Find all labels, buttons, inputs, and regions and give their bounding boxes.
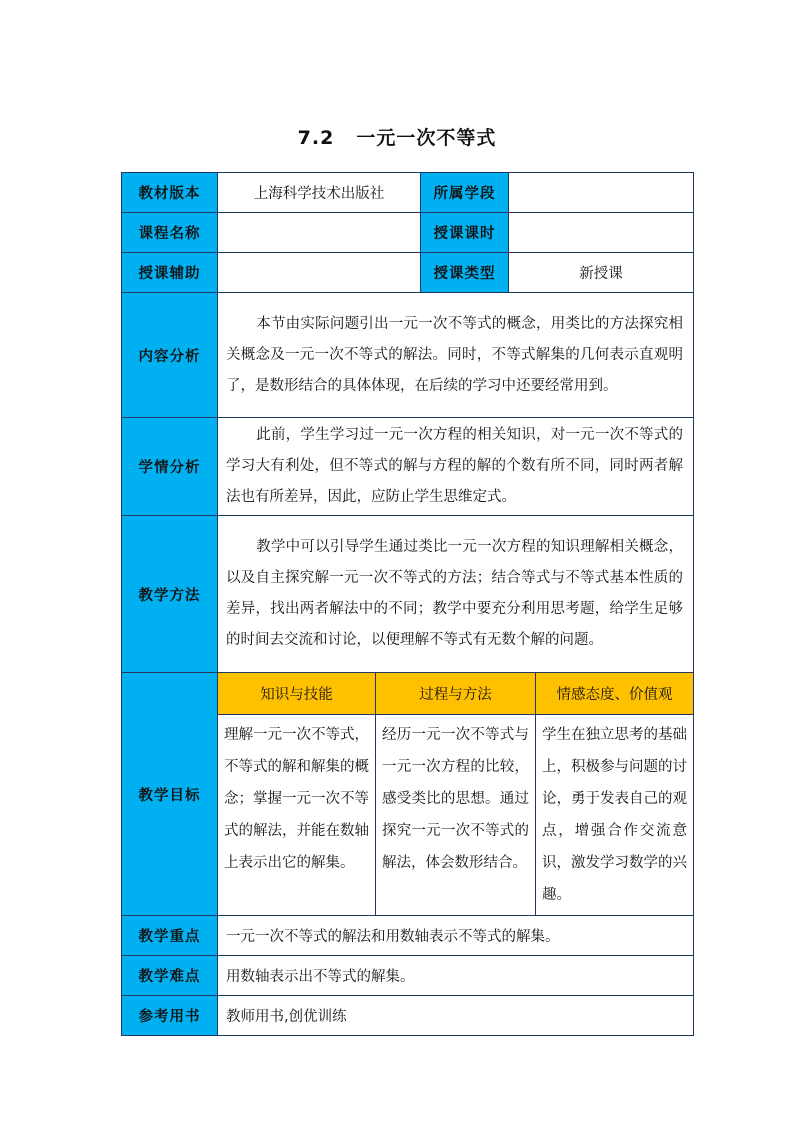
section-number: 7.2 bbox=[297, 127, 335, 149]
goal-header-process: 过程与方法 bbox=[376, 673, 536, 715]
difficulty-text: 用数轴表示出不等式的解集。 bbox=[218, 956, 694, 996]
course-value bbox=[218, 213, 421, 253]
teaching-method-text: 教学中可以引导学生通过类比一元一次方程的知识理解相关概念，以及自主探究解一元一次不等式的方法；结合等式与不等式基本性质的差异，找出两者解法中的不同；教学中要充分利用思考题，给学生足够的时间去交流和讨论，以便理解不等式有无数个解的问题。 bbox=[218, 516, 694, 673]
goal-process-text: 经历一元一次不等式与一元一次方程的比较，感受类比的思想。通过探究一元一次不等式的解法，体会数形结合。 bbox=[376, 715, 536, 916]
edition-value: 上海科学技术出版社 bbox=[218, 173, 421, 213]
course-label: 课程名称 bbox=[122, 213, 218, 253]
key-label: 教学重点 bbox=[122, 916, 218, 956]
hours-label: 授课课时 bbox=[421, 213, 509, 253]
goal-attitude-text: 学生在独立思考的基础上，积极参与问题的讨论，勇于发表自己的观点，增强合作交流意识，激发学习数学的兴趣。 bbox=[536, 715, 694, 916]
student-label: 学情分析 bbox=[122, 418, 218, 516]
books-label: 参考用书 bbox=[122, 996, 218, 1036]
goals-label: 教学目标 bbox=[122, 673, 218, 916]
key-point-text: 一元一次不等式的解法和用数轴表示不等式的解集。 bbox=[218, 916, 694, 956]
goal-knowledge-text: 理解一元一次不等式，不等式的解和解集的概念；掌握一元一次不等式的解法，并能在数轴上表示出它的解集。 bbox=[218, 715, 376, 916]
row-student-analysis bbox=[122, 418, 694, 516]
aids-value bbox=[218, 253, 421, 293]
row-reference-books bbox=[122, 996, 694, 1036]
content-label: 内容分析 bbox=[122, 293, 218, 418]
hours-value bbox=[509, 213, 694, 253]
row-difficulty bbox=[122, 956, 694, 996]
stage-value bbox=[509, 173, 694, 213]
edition-label: 教材版本 bbox=[122, 173, 218, 213]
difficulty-label: 教学难点 bbox=[122, 956, 218, 996]
stage-label: 所属学段 bbox=[421, 173, 509, 213]
row-course bbox=[122, 213, 694, 253]
method-label: 教学方法 bbox=[122, 516, 218, 673]
reference-books-text: 教师用书,创优训练 bbox=[218, 996, 694, 1036]
row-aids bbox=[122, 253, 694, 293]
page-title bbox=[0, 123, 794, 150]
row-edition bbox=[122, 173, 694, 213]
content-analysis-text: 本节由实际问题引出一元一次不等式的概念，用类比的方法探究相关概念及一元一次不等式的解法。同时，不等式解集的几何表示直观明了，是数形结合的具体体现，在后续的学习中还要经常用到。 bbox=[218, 293, 694, 418]
aids-label: 授课辅助 bbox=[122, 253, 218, 293]
type-label: 授课类型 bbox=[421, 253, 509, 293]
type-value: 新授课 bbox=[509, 253, 694, 293]
goal-header-attitude: 情感态度、价值观 bbox=[536, 673, 694, 715]
lesson-plan-table bbox=[121, 172, 694, 1036]
row-teaching-method bbox=[122, 516, 694, 673]
section-title: 一元一次不等式 bbox=[356, 127, 497, 149]
student-analysis-text: 此前，学生学习过一元一次方程的相关知识，对一元一次不等式的学习大有利处，但不等式的解与方程的解的个数有所不同，同时两者解法也有所差异，因此，应防止学生思维定式。 bbox=[218, 418, 694, 516]
row-goals-header bbox=[122, 673, 694, 715]
row-key-point bbox=[122, 916, 694, 956]
goal-header-knowledge: 知识与技能 bbox=[218, 673, 376, 715]
row-content-analysis bbox=[122, 293, 694, 418]
